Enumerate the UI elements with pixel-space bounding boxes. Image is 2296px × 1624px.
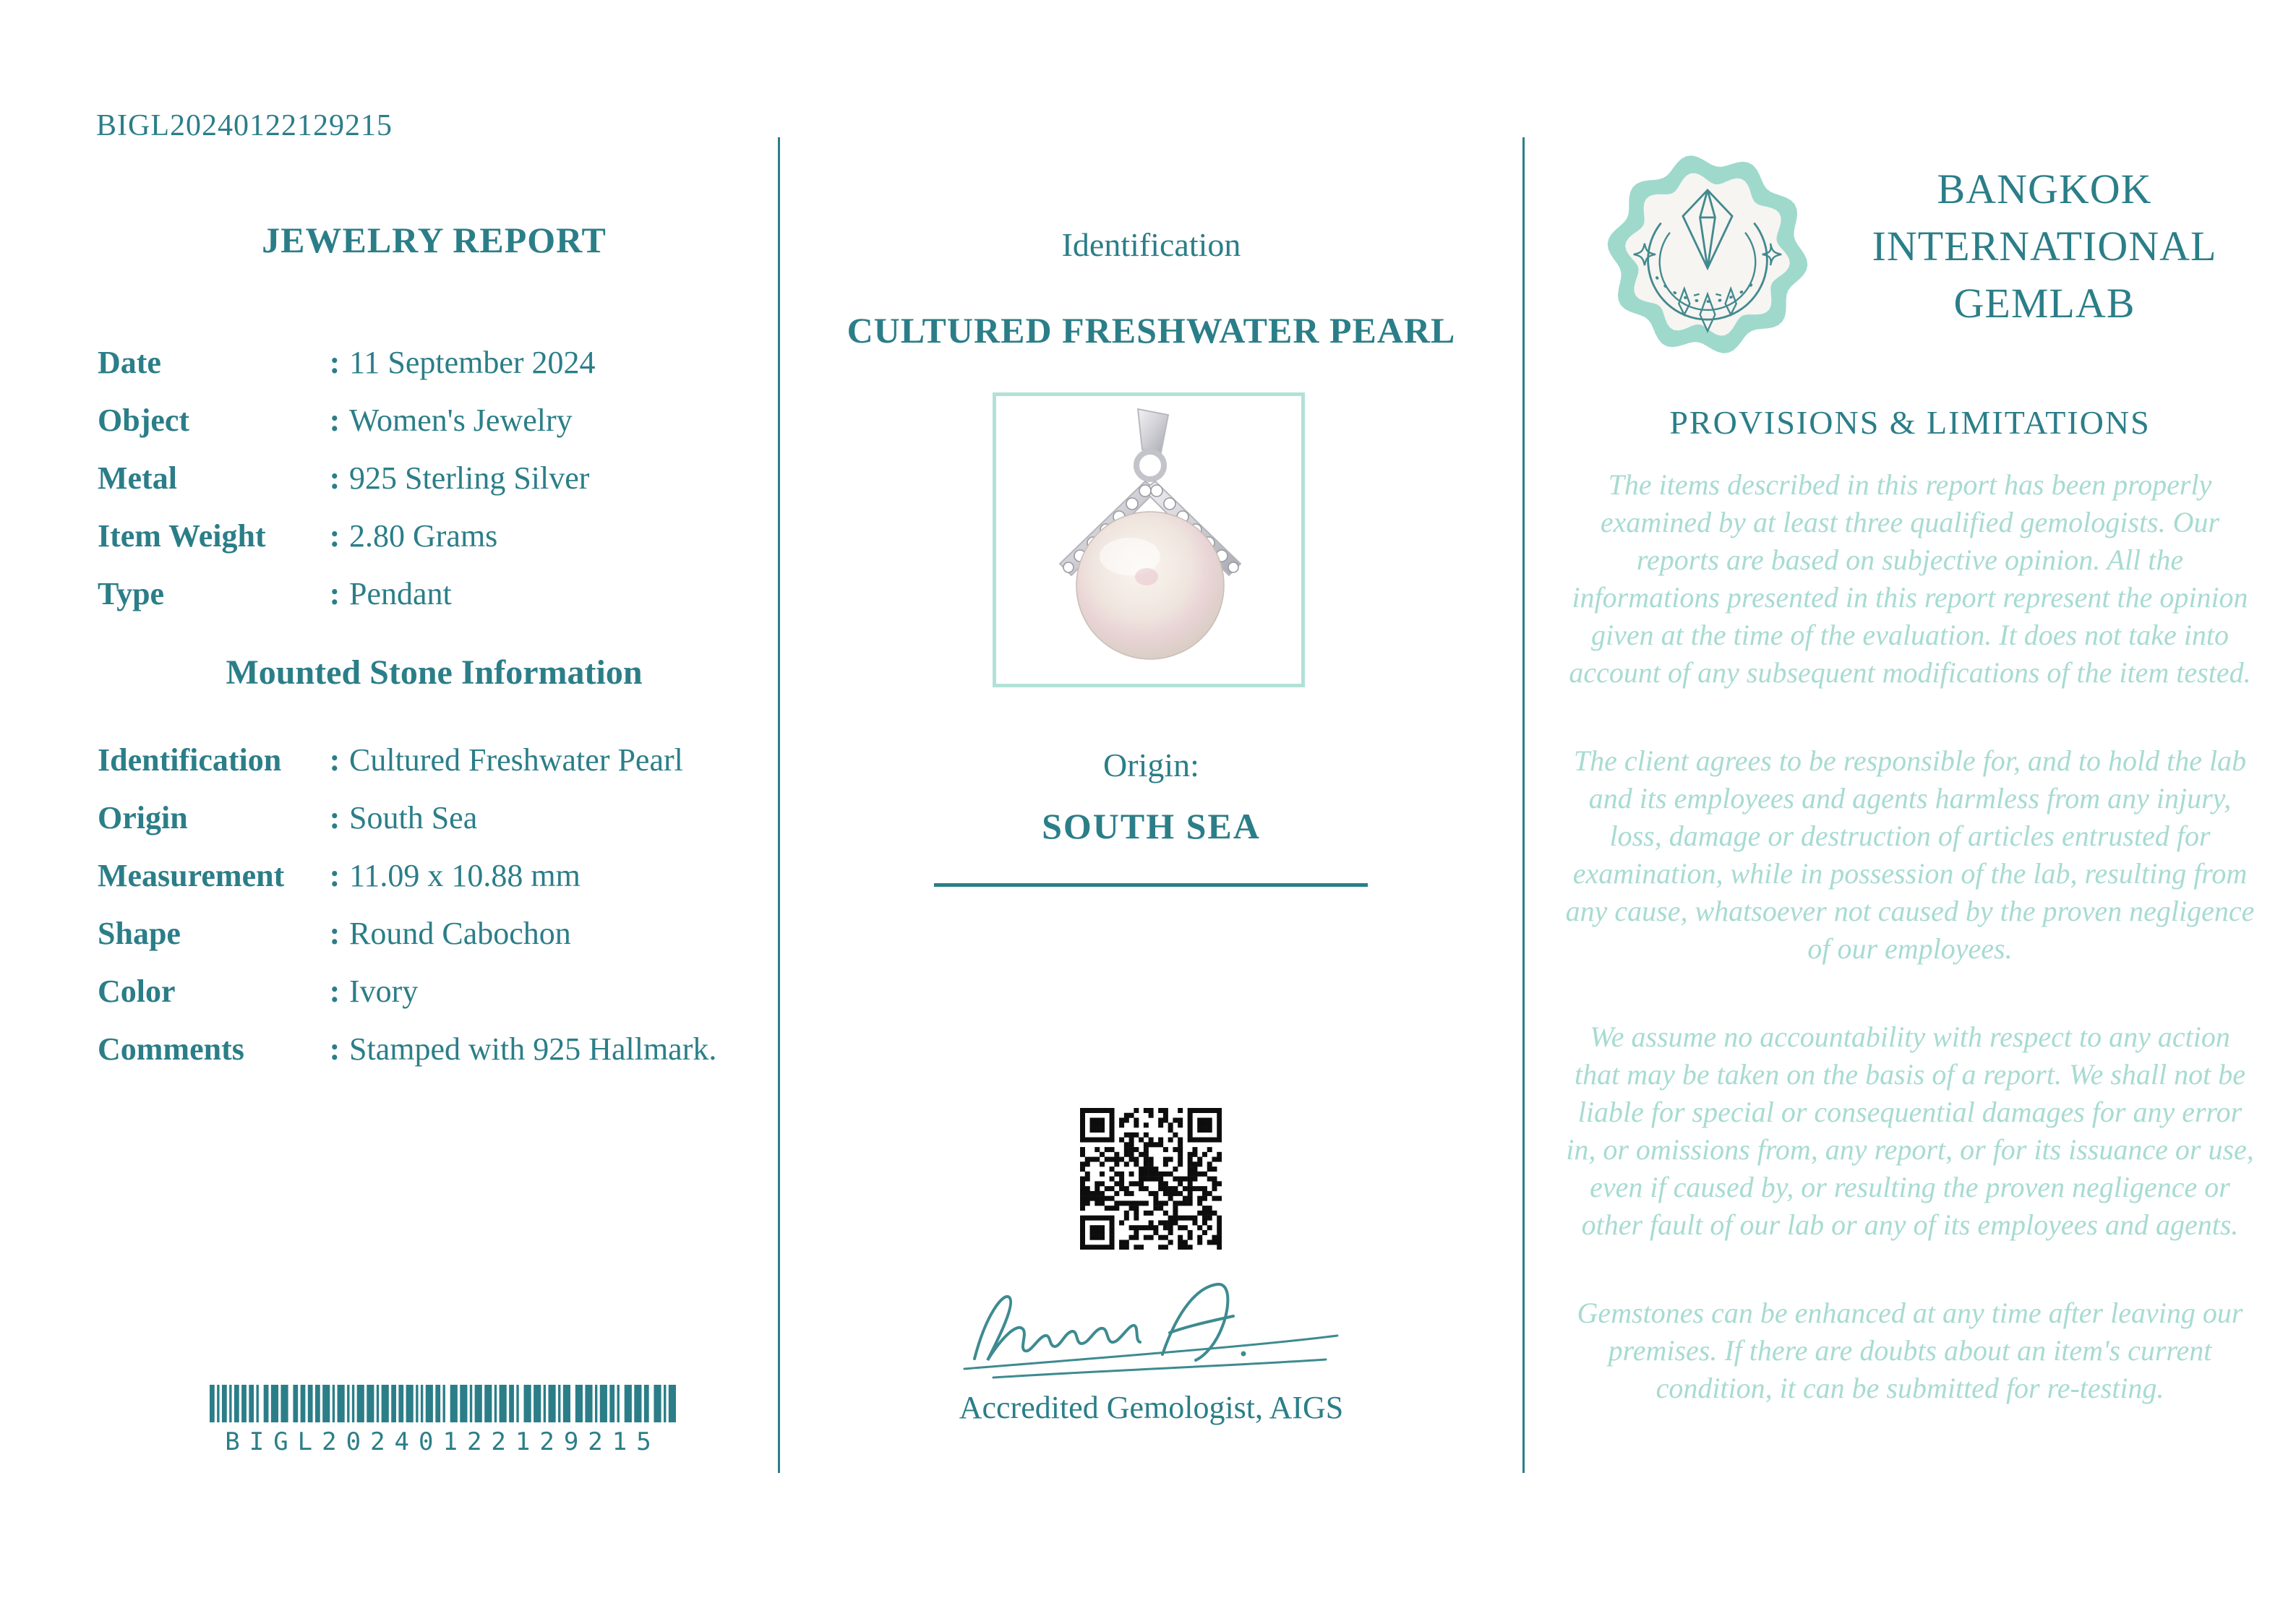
- field-colon: :: [329, 518, 340, 554]
- field-row: [98, 731, 777, 789]
- lab-name-line: INTERNATIONAL: [1872, 223, 2217, 270]
- field-label: Type: [98, 576, 165, 611]
- field-row: [98, 334, 777, 392]
- origin-label: Origin:: [1103, 747, 1199, 783]
- field-row: [98, 1021, 777, 1078]
- field-colon: :: [329, 742, 340, 778]
- field-colon: :: [329, 345, 340, 380]
- provisions-title: PROVISIONS & LIMITATIONS: [1669, 404, 2151, 441]
- field-label: Identification: [98, 742, 282, 778]
- field-colon: :: [329, 858, 340, 893]
- lab-name-line: GEMLAB: [1953, 280, 2136, 327]
- field-colon: :: [329, 1031, 340, 1067]
- field-label: Item Weight: [98, 518, 266, 554]
- field-label: Origin: [98, 800, 188, 835]
- field-value: Women's Jewelry: [349, 403, 573, 438]
- field-colon: :: [329, 460, 340, 496]
- field-value: 925 Sterling Silver: [349, 460, 590, 496]
- field-label: Shape: [98, 916, 181, 951]
- field-value: Stamped with 925 Hallmark.: [349, 1031, 717, 1067]
- item-photo: [993, 392, 1305, 687]
- field-value: 2.80 Grams: [349, 518, 498, 554]
- identification-heading: Identification: [1061, 226, 1241, 263]
- field-value: Ivory: [349, 974, 419, 1009]
- field-row: [98, 450, 777, 507]
- identification-column: [780, 0, 1522, 1624]
- field-row: [98, 565, 777, 623]
- lab-name-line: BANGKOK: [1937, 166, 2152, 212]
- origin-value: SOUTH SEA: [1042, 806, 1261, 846]
- field-value: South Sea: [349, 800, 478, 835]
- field-colon: :: [329, 916, 340, 951]
- field-colon: :: [329, 974, 340, 1009]
- field-value: Round Cabochon: [349, 916, 571, 951]
- lab-column: [1524, 0, 2296, 1624]
- barcode: [210, 1385, 676, 1456]
- gemologist-title: Accredited Gemologist, AIGS: [959, 1390, 1344, 1425]
- provisions-paragraph: The client agrees to be responsible for, and to hold the lab and its employees and agents harmless from any injury, loss, damage or destruction of articles entrusted for examination, while in possession of the lab, resulting from any cause, whatsoever not caused by the proven negligence of our employees.: [1565, 744, 2255, 965]
- identification-result: CULTURED FRESHWATER PEARL: [847, 310, 1456, 351]
- field-colon: :: [329, 800, 340, 835]
- provisions-paragraph: We assume no accountability with respect to any action that may be taken on the basis of a report. We shall not be liable for special or consequential damages for any error in, or omissions from, any report, or for its issuance or use, even if caused by, or resulting the proven negligence or other fault of our lab or any of its employees and agents.: [1566, 1021, 2254, 1241]
- field-value: 11 September 2024: [349, 345, 596, 380]
- field-value: Pendant: [349, 576, 452, 611]
- field-label: Measurement: [98, 858, 285, 893]
- gemlab-logo-icon: [1605, 152, 1810, 357]
- field-label: Object: [98, 403, 190, 438]
- field-label: Comments: [98, 1031, 244, 1067]
- field-label: Date: [98, 345, 161, 380]
- stone-section-title: Mounted Stone Information: [226, 653, 643, 692]
- field-row: [98, 905, 777, 963]
- pearl-pendant-image: [996, 396, 1301, 684]
- barcode-icon: [210, 1385, 676, 1422]
- barcode-text: BIGL20240122129215: [225, 1427, 661, 1456]
- report-column: [89, 0, 779, 1624]
- origin-underline: [934, 883, 1368, 887]
- lab-name: [1809, 160, 2279, 332]
- field-row: [98, 963, 777, 1021]
- field-value: 11.09 x 10.88 mm: [349, 858, 581, 893]
- stone-fields: [98, 731, 777, 1078]
- field-row: [98, 847, 777, 905]
- provisions-paragraphs: [1564, 466, 2256, 1458]
- provisions-paragraph: Gemstones can be enhanced at any time after leaving our premises. If there are doubts about an item's current condition, it can be submitted for re-testing.: [1577, 1297, 2243, 1404]
- report-title: JEWELRY REPORT: [262, 220, 607, 260]
- gemologist-signature-icon: [948, 1273, 1353, 1382]
- field-row: [98, 507, 777, 565]
- report-number: BIGL20240122129215: [96, 109, 393, 142]
- field-row: [98, 789, 777, 847]
- report-fields: [98, 334, 777, 623]
- qr-code-icon: [1080, 1108, 1222, 1250]
- field-label: Color: [98, 974, 176, 1009]
- field-row: [98, 392, 777, 450]
- field-value: Cultured Freshwater Pearl: [349, 742, 683, 778]
- provisions-paragraph: The items described in this report has been properly examined by at least three qualified gemologists. Our reports are based on subjective opinion. All the informations presented in this report represent the opinion given at the time of the evaluation. It does not take into account of any subsequent modifications of the item tested.: [1569, 468, 2251, 689]
- field-colon: :: [329, 576, 340, 611]
- field-label: Metal: [98, 460, 177, 496]
- field-colon: :: [329, 403, 340, 438]
